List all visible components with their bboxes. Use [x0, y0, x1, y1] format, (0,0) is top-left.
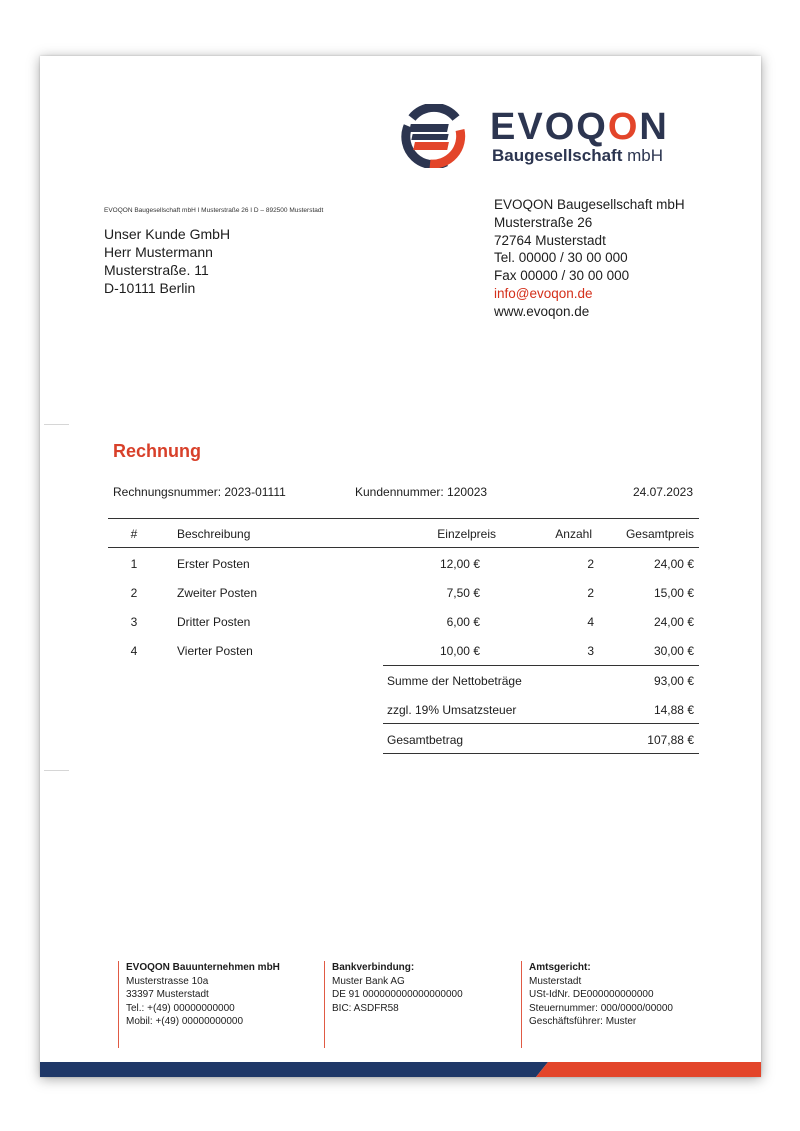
column-header-unit-price: Einzelpreis [437, 527, 496, 541]
recipient-line: D-10111 Berlin [104, 280, 196, 296]
company-contact [494, 196, 685, 321]
totals-top-rule [383, 665, 699, 666]
fold-mark [44, 770, 69, 771]
recipient-address [104, 225, 230, 297]
company-email-link[interactable]: info@evoqon.de [494, 285, 593, 301]
recipient-line: Musterstraße. 11 [104, 262, 209, 278]
footer-bank: Bankverbindung: Muster Bank AG DE 91 000000000000000000 BIC: ASDFR58 [324, 961, 463, 1048]
company-name: EVOQON Baugesellschaft mbH [494, 197, 685, 212]
column-header-quantity: Anzahl [555, 527, 592, 541]
gross-top-rule [383, 723, 699, 724]
column-header-description: Beschreibung [177, 527, 251, 541]
tax-value: 14,88 € [653, 703, 694, 717]
company-fax: Fax 00000 / 30 00 000 [494, 268, 630, 284]
footer-brand-bar [40, 1062, 761, 1077]
fold-mark [44, 424, 69, 425]
gross-total-label: Gesamtbetrag [387, 733, 464, 747]
invoice-number: Rechnungsnummer: 2023-01111 [113, 485, 286, 499]
footer-company: EVOQON Bauunternehmen mbH Musterstrasse 10a 33397 Musterstadt Tel.: +(49) 00000000000 Mobil: +(49) 00000000000 [118, 961, 280, 1048]
net-total-label: Summe der Nettobeträge [387, 674, 522, 688]
gross-total-value: 107,88 € [647, 733, 694, 747]
company-city: 72764 Musterstadt [494, 232, 606, 248]
invoice-date: 24.07.2023 [632, 485, 693, 499]
company-website-link[interactable]: www.evoqon.de [494, 303, 590, 319]
brand-subtitle: Baugesellschaft mbH [492, 146, 664, 165]
net-total-value: 93,00 € [653, 674, 694, 688]
brand-name: EVOQON [490, 106, 669, 148]
footer-registry: Amtsgericht: Musterstadt USt-IdNr. DE000000000000 Steuernummer: 000/0000/00000 Geschäftsführer: Muster [521, 961, 673, 1048]
invoice-title: Rechnung [113, 441, 201, 461]
recipient-line: Herr Mustermann [104, 244, 213, 260]
company-tel: Tel. 00000 / 30 00 000 [494, 250, 628, 266]
company-street: Musterstraße 26 [494, 214, 593, 230]
evoqon-logo-icon [400, 104, 468, 168]
header-rule [108, 547, 699, 548]
column-header-nr: # [130, 527, 138, 541]
table-top-rule [108, 518, 699, 519]
customer-number: Kundennummer: 120023 [355, 485, 488, 499]
totals-bottom-rule [383, 753, 699, 754]
tax-label: zzgl. 19% Umsatzsteuer [387, 703, 517, 717]
sender-line: EVOQON Baugesellschaft mbH I Musterstraße 26 I D – 892500 Musterstadt [104, 207, 324, 214]
recipient-line: Unser Kunde GmbH [104, 226, 231, 242]
column-header-total: Gesamtpreis [625, 527, 694, 541]
invoice-page: EVOQON Baugesellschaft mbH EVOQON Baugesellschaft mbH I Musterstraße 26 I D – 892500 Musterstadt Unser Kunde GmbH Herr Mustermann Musterstraße. 11 D-10111 Berlin EVOQON Baugesellschaft mbH Musterstraße 26 72764 Musterstadt Tel. 00000 / 30 00 000 Fax 00000 / 30 00 000 info@evoqon.de www.evoqon.de Rechnung Rechnungsnummer: 2023-01111 Kundennummer: 120023 24.07.2023 # Beschreibung Einzelpreis Anzahl Gesamtpreis 1 Erster Posten 12,00 € 2 24,00 € 2 Zweiter Posten 7,50 € 2 15,00 € 3 Dritter Posten 6,00 € 4 24,00 € 4 Vierter Posten 10,00 € 3 30,00 € Summe der Nettobeträge 93,00 € zzgl. 19% Umsatzsteuer 14,88 € Gesamtbetrag 107,88 € EVOQON Bauunternehmen mbH Musterstrasse 10a 33397 Musterstadt Tel.: +(49) 00000000000 Mobil: +(49) 00000000000 Bankverbindung: Muster Bank AG DE 91 000000000000000000 BIC: ASDFR58 Amtsgericht: Musterstadt USt-IdNr. DE000000000000 Steuernummer: 000/0000/00000 Geschäftsführer: Muster [40, 56, 761, 1077]
